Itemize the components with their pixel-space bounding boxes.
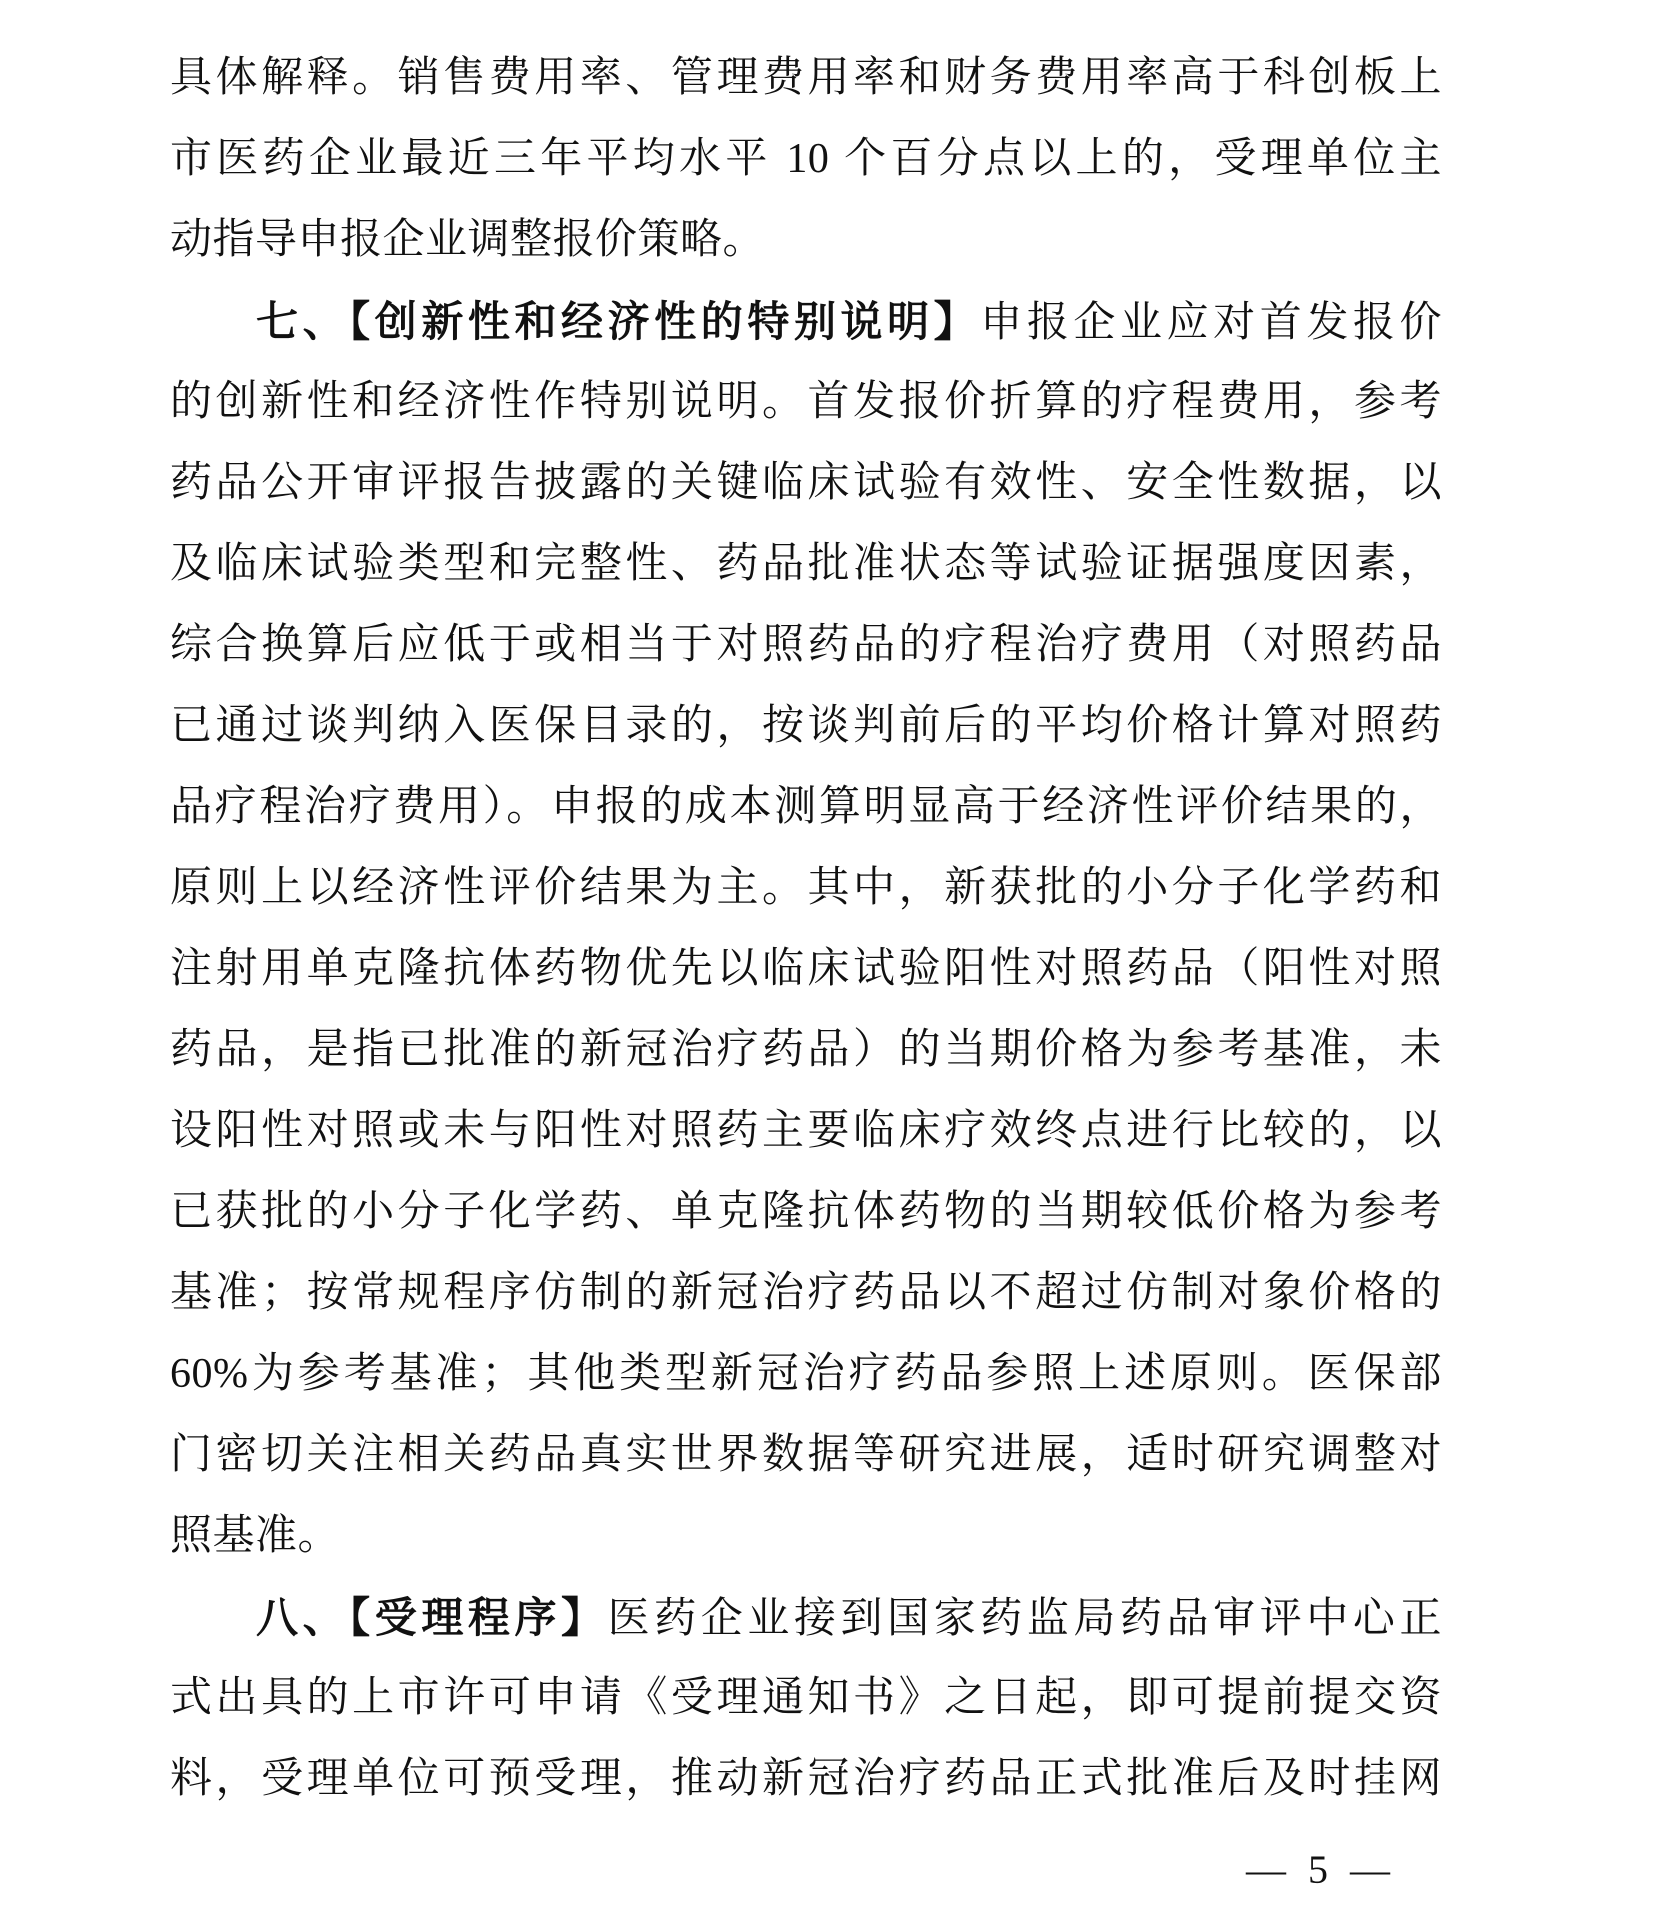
text-line: 原则上以经济性评价结果为主。其中，新获批的小分子化学药和 bbox=[170, 865, 1442, 911]
text-line: 照基准。 bbox=[170, 1513, 341, 1559]
section-text: 申报企业应对首发报价 bbox=[980, 300, 1442, 346]
text-line: 具体解释。销售费用率、管理费用率和财务费用率高于科创板上 bbox=[170, 55, 1442, 101]
text-line-section-heading-7 bbox=[170, 281, 1442, 362]
section-text: 医药企业接到国家药监局药品审评中心正 bbox=[607, 1596, 1442, 1642]
text-line: 门密切关注相关药品真实世界数据等研究进展，适时研究调整对 bbox=[170, 1432, 1442, 1478]
text-line-section-heading-8 bbox=[170, 1577, 1442, 1658]
page-number: — 5 — bbox=[1246, 1847, 1396, 1892]
text-line: 基准；按常规程序仿制的新冠治疗药品以不超过仿制对象价格的 bbox=[170, 1270, 1442, 1316]
text-line: 药品公开审评报告披露的关键临床试验有效性、安全性数据，以 bbox=[170, 460, 1442, 506]
section-heading-label: 八、【受理程序】 bbox=[256, 1594, 608, 1641]
section-heading-label: 七、【创新性和经济性的特别说明】 bbox=[256, 298, 981, 345]
text-line: 的创新性和经济性作特别说明。首发报价折算的疗程费用，参考 bbox=[170, 379, 1442, 425]
text-line: 已获批的小分子化学药、单克隆抗体药物的当期较低价格为参考 bbox=[170, 1189, 1442, 1235]
document-body bbox=[170, 38, 1442, 1820]
text-line: 及临床试验类型和完整性、药品批准状态等试验证据强度因素， bbox=[170, 541, 1442, 587]
text-line: 式出具的上市许可申请《受理通知书》之日起，即可提前提交资 bbox=[170, 1675, 1442, 1721]
text-line: 设阳性对照或未与阳性对照药主要临床疗效终点进行比较的，以 bbox=[170, 1108, 1442, 1154]
text-line: 市医药企业最近三年平均水平 10 个百分点以上的，受理单位主 bbox=[170, 136, 1442, 182]
text-line: 综合换算后应低于或相当于对照药品的疗程治疗费用（对照药品 bbox=[170, 622, 1442, 668]
text-line: 料，受理单位可预受理，推动新冠治疗药品正式批准后及时挂网 bbox=[170, 1756, 1442, 1802]
text-line: 动指导申报企业调整报价策略。 bbox=[170, 217, 766, 263]
text-line: 注射用单克隆抗体药物优先以临床试验阳性对照药品（阳性对照 bbox=[170, 946, 1442, 992]
text-line: 品疗程治疗费用）。申报的成本测算明显高于经济性评价结果的， bbox=[170, 784, 1442, 830]
text-line: 60%为参考基准；其他类型新冠治疗药品参照上述原则。医保部 bbox=[170, 1351, 1442, 1397]
text-line: 药品，是指已批准的新冠治疗药品）的当期价格为参考基准，未 bbox=[170, 1027, 1442, 1073]
text-line: 已通过谈判纳入医保目录的，按谈判前后的平均价格计算对照药 bbox=[170, 703, 1442, 749]
